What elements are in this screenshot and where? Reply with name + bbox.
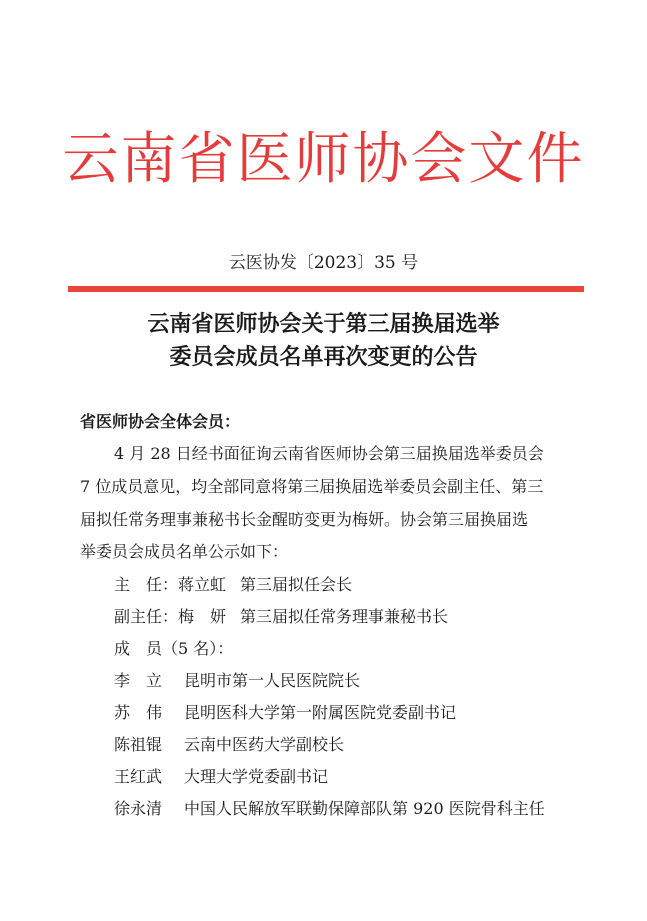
member-position: 大理大学党委副书记 xyxy=(184,767,329,786)
salutation: 省医师协会全体会员： xyxy=(80,412,241,431)
role-label: 副主任： xyxy=(114,607,179,626)
member-row xyxy=(114,734,344,756)
member-name: 苏 伟 xyxy=(114,703,163,722)
person-position: 第三届拟任常务理事兼秘书长 xyxy=(240,607,449,626)
body-line-4: 举委员会成员名单公示如下： xyxy=(80,542,289,561)
notice-title-line-1: 云南省医师协会关于第三届换届选举 xyxy=(147,311,500,337)
body-line-1: 4 月 28 日经书面征询云南省医师协会第三届换届选举委员会 xyxy=(114,444,544,463)
member-name: 徐永清 xyxy=(114,799,163,818)
member-name: 李 立 xyxy=(114,671,163,690)
roster-vice-chair xyxy=(114,606,448,628)
red-divider-line xyxy=(68,286,584,292)
member-row xyxy=(114,798,545,820)
member-row xyxy=(114,766,328,788)
member-position: 昆明医科大学第一附属医院党委副书记 xyxy=(184,703,457,722)
member-row xyxy=(114,702,456,724)
member-row xyxy=(114,670,360,692)
roster-chair xyxy=(114,574,352,596)
member-position: 中国人民解放军联勤保障部队第 920 医院骨科主任 xyxy=(184,799,545,818)
member-name: 王红武 xyxy=(114,767,163,786)
person-position: 第三届拟任会长 xyxy=(240,575,353,594)
body-line-2: 7 位成员意见，均全部同意将第三届换届选举委员会副主任、第三 xyxy=(80,477,544,496)
member-position: 云南中医药大学副校长 xyxy=(184,735,345,754)
person-name: 梅 妍 xyxy=(178,607,227,626)
member-name: 陈祖锟 xyxy=(114,735,163,754)
body-line-3: 届拟任常务理事兼秘书长金醒昉变更为梅妍。协会第三届换届选 xyxy=(80,510,529,529)
member-position: 昆明市第一人民医院院长 xyxy=(184,671,361,690)
document-number: 云医协发〔2023〕35 号 xyxy=(228,253,419,273)
masthead-title: 云南省医师协会文件 xyxy=(62,127,585,192)
notice-title-line-2: 委员会成员名单再次变更的公告 xyxy=(169,344,478,370)
role-label: 主 任： xyxy=(114,575,179,594)
members-heading: 成 员（5 名）： xyxy=(114,639,234,658)
person-name: 蒋立虹 xyxy=(178,575,227,594)
